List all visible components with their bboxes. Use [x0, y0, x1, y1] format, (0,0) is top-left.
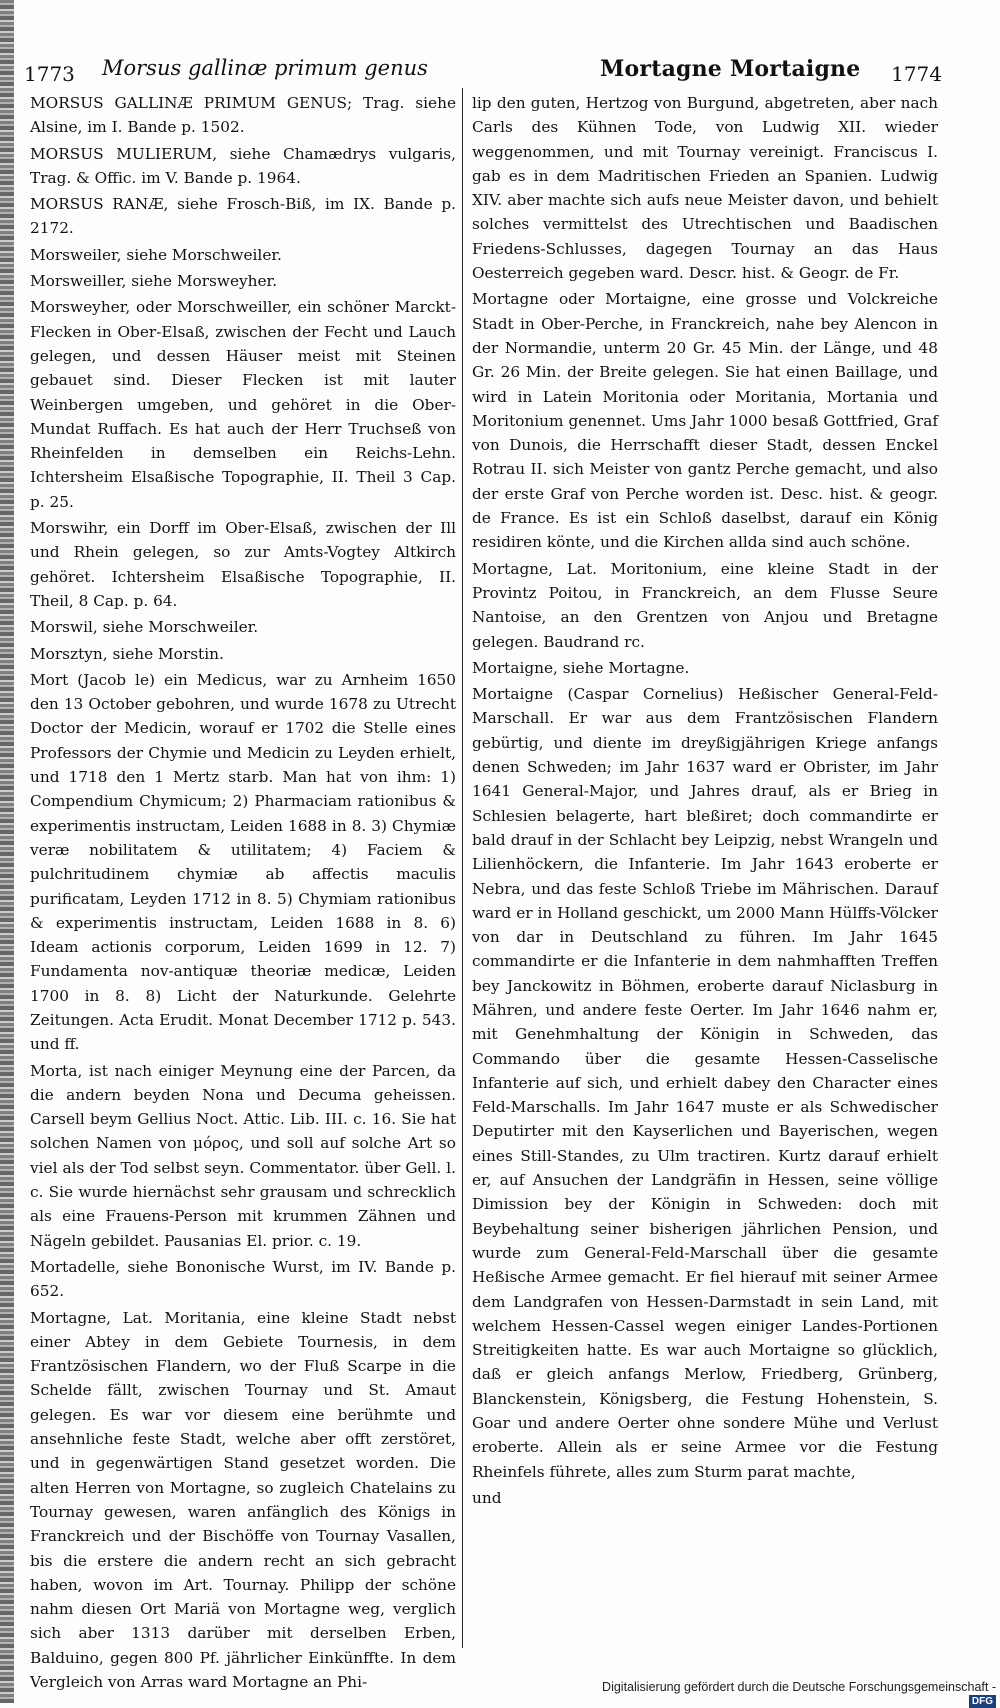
entry-mortagne-poitou: Mortagne, Lat. Moritonium, eine kleine Stadt in der Provintz Poitou, in Franckreich, an dem Flusse Seure Nantoise, an den Grentzen von Anjou und Bretagne gelegen. Baudrand rc. — [472, 559, 938, 651]
dfg-logo: DFG — [969, 1695, 996, 1708]
entry-mortagne-perche: Mortagne oder Mortaigne, eine grosse und Volckreiche Stadt in Ober-Perche, in Franckreich, nahe bey Alencon in der Normandie, unterm 20 Gr. 45 Min. der Länge, und 48 Gr. 26 Min. der Breite gelegen. Sie hat einen Baillage, und wird in Latein Moritonia oder Moritania, Mortania und Moritonium genennet. Ums Jahr 1000 besaß Gottfried, Graf von Dunois, die Herrschafft dieser Stadt, dessen Enckel Rotrau II. sich Meister von gantz Perche gemacht, und also der erste Graf von Perche worden ist. Desc. hist. & geogr. de France. Es ist ein Schloß daselbst, darauf ein König residiren könte, und die Kirchen allda sind auch schöne. — [472, 290, 938, 552]
left-column — [30, 91, 456, 1694]
entry-morsus-gallinae: MORSUS GALLINÆ PRIMUM GENUS; Trag. siehe Alsine, im I. Bande p. 1502. — [30, 94, 456, 137]
digitization-footer — [588, 1680, 996, 1708]
entry-morta: Morta, ist nach einiger Meynung eine der Parcen, da die andern beyden Nona und Decuma geheissen. Carsell beym Gellius Noct. Attic. Lib. III. c. 16. Sie hat solchen Namen von μόρος, und soll auf solche Art so viel als der Tod selbst seyn. Commentator. über Gell. l. c. Sie wurde hiernächst sehr grausam und schrecklich als eine Frauens-Person mit krummen Zähnen und Nägeln gebildet. Pausanias El. prior. c. 19. — [30, 1061, 456, 1250]
entry-mortagne-continued: lip den guten, Hertzog von Burgund, abgetreten, aber nach Carls des Kühnen Tode, von Ludwig XII. wieder weggenommen, und mit Tournay vereinigt. Franciscus I. gab es in dem Madritischen Frieden an Spanien. Ludwig XIV. aber machte sich aufs neue Meister davon, und behielt solches vermittelst des Utrechtischen und Baadischen Friedens-Schlusses, dagegen Tournay an das Haus Oesterreich gegeben ward. Descr. hist. & Geogr. de Fr. — [472, 94, 938, 283]
entry-mortadelle: Mortadelle, siehe Bononische Wurst, im IV. Bande p. 652. — [30, 1257, 456, 1301]
left-running-title: Morsus gallinæ primum genus — [102, 56, 428, 80]
entry-mort-jacob-le: Mort (Jacob le) ein Medicus, war zu Arnheim 1650 den 13 October gebohren, und wurde 1678 zu Utrecht Doctor der Medicin, worauf er 1702 die Stelle eines Professors der Chymie und Medicin zu Leyden erhielt, und 1718 den 1 Mertz starb. Man hat von ihm: 1) Compendium Chymicum; 2) Pharmaciam rationibus & experimentis instructam, Leiden 1688 in 8. 3) Chymiæ veræ nobilitatem & utilitatem; 4) Faciem & pulchritudinem chymiæ ab affectis maculis purificatam, Leyden 1712 in 8. 5) Chymiam rationibus & experimentis instructam, Leiden 1688 in 8. 6) Ideam actionis corporum, Leiden 1699 in 12. 7) Fundamenta nov-antiquæ theoriæ medicæ, Leiden 1700 in 8. 8) Licht der Naturkunde. Gelehrte Zeitungen. Acta Erudit. Monat December 1712 p. 543. und ff. — [30, 670, 456, 1054]
entry-mortagne-moritania: Mortagne, Lat. Moritania, eine kleine Stadt nebst einer Abtey in dem Gebiete Tournesis, in dem Frantzösischen Flandern, wo der Fluß Scarpe in die Schelde fällt, zwischen Tournay und St. Amaut gelegen. Es war vor diesem eine berühmte und ansehnliche feste Stadt, welche aber offt zerstöret, und in gegenwärtigen Stand gesetzet worden. Die alten Herren von Mortagne, so zugleich Chatelains zu Tournay gewesen, waren anfänglich des Königs in Franckreich und der Bischöffe von Tournay Vasallen, bis die erstere die andern recht an sich gebracht haben, wovon im Art. Tournay. Philipp der schöne nahm diesen Ort Mariä von Mortagne weg, verglich sich aber 1313 darüber mit derselben Erben, Balduino, gegen 800 Pf. jährlicher Einkünffte. In dem Vergleich von Arras ward Mortagne an Phi- — [30, 1308, 456, 1691]
catchword: und — [472, 1488, 502, 1507]
right-column — [472, 91, 938, 1510]
entry-morsus-ranae: MORSUS RANÆ, siehe Frosch-Biß, im IX. Bande p. 2172. — [30, 195, 456, 238]
entry-morsweiller: Morsweiller, siehe Morsweyher. — [30, 272, 278, 291]
entry-morswihr: Morswihr, ein Dorff im Ober-Elsaß, zwischen der Ill und Rhein gelegen, so zur Amts-Vogtey Altkirch gehöret. Ichtersheim Elsaßische Topographie, II. Theil, 8 Cap. p. 64. — [30, 519, 456, 610]
running-header — [24, 52, 942, 92]
entry-morsweiler: Morsweiler, siehe Morschweiler. — [30, 245, 282, 264]
scan-binding-edge — [0, 0, 14, 1703]
entry-morsus-mulierum: MORSUS MULIERUM, siehe Chamædrys vulgaris, Trag. & Offic. im V. Bande p. 1964. — [30, 144, 456, 187]
column-divider — [462, 88, 463, 1648]
entry-mortaigne-see: Mortaigne, siehe Mortagne. — [472, 658, 690, 677]
entry-morsztyn: Morsztyn, siehe Morstin. — [30, 644, 224, 663]
right-page-number: 1774 — [891, 62, 942, 86]
entry-morsweyher: Morsweyher, oder Morschweiller, ein schöner Marckt-Flecken in Ober-Elsaß, zwischen der Fecht und Lauch gelegen, und dessen Häuser meist mit Steinen gebauet sind. Dieser Flecken ist mit lauter Weinbergen umgeben, und gehöret in die Ober-Mundat Ruffach. Es hat auch der Herr Truchseß von Rheinfelden in demselben ein Reichs-Lehn. Ichtersheim Elsaßische Topographie, II. Theil 3 Cap. p. 25. — [30, 298, 456, 511]
entry-morswil: Morswil, siehe Morschweiler. — [30, 618, 259, 637]
footer-credit: Digitalisierung gefördert durch die Deutsche Forschungsgemeinschaft - — [602, 1680, 996, 1694]
left-page-number: 1773 — [24, 62, 75, 86]
right-running-title: Mortagne Mortaigne — [600, 56, 861, 82]
entry-mortaigne-caspar: Mortaigne (Caspar Cornelius) Heßischer General-Feld-Marschall. Er war aus dem Frantzösischen Flandern gebürtig, und diente im dreyßigjährigen Kriege anfangs denen Schweden; im Jahr 1637 ward er Obrister, im Jahr 1641 General-Major, und Jahres drauf, als er Brieg in Schlesien belagerte, hart bleßiret; doch commandirte er bald drauf in der Schlacht bey Leipzig, nebst Wrangeln und Lilienhöckern, die Infanterie. Im Jahr 1643 eroberte er Nebra, und das feste Schloß Triebe im Mährischen. Darauf ward er in Holland geschickt, um 2000 Mann Hülffs-Völcker von dar in Deutschland zu führen. Im Jahr 1645 commandirte er die Infanterie in dem nahmhafften Treffen bey Janckowitz in Böhmen, eroberte darauf Niclasburg in Mähren, und andere feste Oerter. Im Jahr 1646 nahm er, mit Genehmhaltung der Königin in Schweden, das Commando über die gesamte Hessen-Casselische Infanterie auf sich, und erhielt dabey den Character eines Feld-Marschalls. Im Jahr 1647 muste er als Schwedischer Deputirter mit den Kayserlichen und Bayerischen, wegen eines Still-Standes, zu Ulm tractiren. Kurtz darauf erhielt er, auf Ansuchen der Landgräfin in Hessen, seine völlige Dimission bey der Königin in Schweden: doch mit Beybehaltung seiner bisherigen jährlichen Pension, und wurde zum General-Feld-Marschall über die gesamte Heßische Armee gemacht. Er fiel hierauf mit seiner Armee dem Landgrafen von Hessen-Darmstadt in sein Land, mit welchem Hessen-Cassel wegen einiger Landes-Portionen Streitigkeiten hatte. Es war auch Mortaigne so glücklich, daß er gleich anfangs Merlow, Friedberg, Grünberg, Blanckenstein, Königsberg, die Festung Hohenstein, S. Goar und andere Oerter ohne sondere Mühe und Verlust eroberte. Allein als er seine Armee vor die Festung Rheinfels führete, alles zum Sturm parat machte, — [472, 685, 938, 1481]
